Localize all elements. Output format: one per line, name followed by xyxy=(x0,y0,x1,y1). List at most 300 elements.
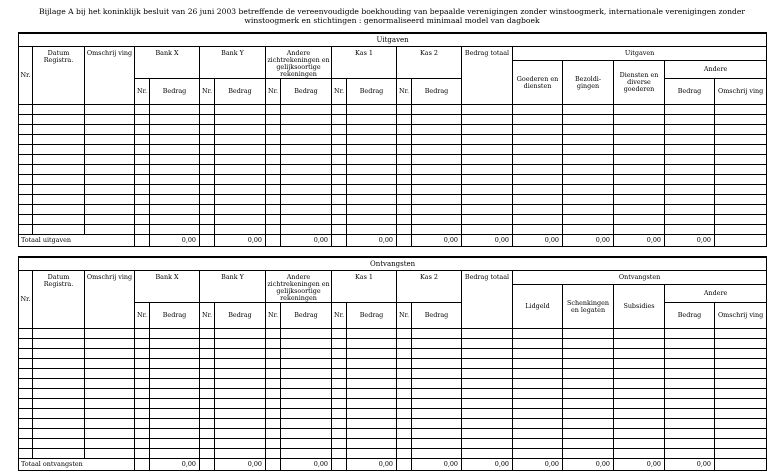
entry-cell xyxy=(665,369,715,379)
entry-row xyxy=(19,175,767,185)
entry-cell xyxy=(266,155,281,165)
kas1-bedrag-header: Bedrag xyxy=(347,303,397,329)
entry-cell xyxy=(215,105,266,115)
entry-cell xyxy=(281,115,332,125)
entry-cell xyxy=(215,175,266,185)
entry-cell xyxy=(412,105,462,115)
entry-cell xyxy=(347,439,397,449)
entry-cell xyxy=(715,379,767,389)
entry-cell xyxy=(200,185,215,195)
entry-row xyxy=(19,399,767,409)
entry-cell xyxy=(665,429,715,439)
entry-cell xyxy=(397,105,412,115)
entry-cell xyxy=(33,165,85,175)
entry-cell xyxy=(513,145,563,155)
entry-cell xyxy=(135,185,150,195)
entry-cell xyxy=(150,215,200,225)
entry-cell xyxy=(665,419,715,429)
entry-cell xyxy=(462,135,513,145)
entry-cell xyxy=(397,439,412,449)
entry-cell xyxy=(85,155,135,165)
entry-cell xyxy=(281,339,332,349)
entry-cell xyxy=(332,215,347,225)
entry-cell xyxy=(215,339,266,349)
entry-cell xyxy=(665,195,715,205)
uitgaven-group-header: Uitgaven xyxy=(513,47,767,61)
entry-cell xyxy=(85,145,135,155)
total-cat3: 0,00 xyxy=(614,459,665,471)
entry-cell xyxy=(665,215,715,225)
andere-rekeningen-bedrag-header: Bedrag xyxy=(281,303,332,329)
entry-cell xyxy=(563,105,614,115)
entry-cell xyxy=(332,105,347,115)
entry-cell xyxy=(412,225,462,235)
entry-cell xyxy=(715,429,767,439)
entry-cell xyxy=(85,135,135,145)
nr-header: Nr. xyxy=(19,271,33,329)
entry-cell xyxy=(281,439,332,449)
entry-cell xyxy=(397,145,412,155)
entry-cell xyxy=(412,165,462,175)
entry-cell xyxy=(397,419,412,429)
entry-cell xyxy=(665,185,715,195)
entry-cell xyxy=(85,419,135,429)
total-andere-rekeningen: 0,00 xyxy=(281,459,332,471)
entry-cell xyxy=(150,135,200,145)
entry-cell xyxy=(215,409,266,419)
entry-cell xyxy=(266,369,281,379)
entry-cell xyxy=(715,329,767,339)
entry-cell xyxy=(19,369,33,379)
entry-cell xyxy=(347,429,397,439)
entry-cell xyxy=(614,115,665,125)
entry-row xyxy=(19,389,767,399)
entry-cell xyxy=(614,105,665,115)
entry-cell xyxy=(135,439,150,449)
entry-cell xyxy=(412,155,462,165)
kas2-bedrag-header: Bedrag xyxy=(412,79,462,105)
entry-cell xyxy=(563,125,614,135)
entry-cell xyxy=(715,449,767,459)
bank-y-bedrag-header: Bedrag xyxy=(215,79,266,105)
entry-cell xyxy=(462,205,513,215)
total-cat1: 0,00 xyxy=(513,459,563,471)
entry-cell xyxy=(412,215,462,225)
entry-cell xyxy=(397,379,412,389)
entry-cell xyxy=(412,175,462,185)
entry-cell xyxy=(462,175,513,185)
total-label: Totaal uitgaven xyxy=(19,235,135,247)
entry-cell xyxy=(332,439,347,449)
entry-cell xyxy=(715,175,767,185)
entry-cell xyxy=(563,215,614,225)
entry-cell xyxy=(215,389,266,399)
total-bedrag-totaal: 0,00 xyxy=(462,459,513,471)
entry-cell xyxy=(397,399,412,409)
entry-cell xyxy=(85,125,135,135)
entry-cell xyxy=(563,155,614,165)
entry-cell xyxy=(462,349,513,359)
entry-cell xyxy=(135,165,150,175)
entry-cell xyxy=(281,175,332,185)
entry-cell xyxy=(19,225,33,235)
entry-cell xyxy=(281,379,332,389)
entry-cell xyxy=(281,449,332,459)
entry-cell xyxy=(215,195,266,205)
entry-cell xyxy=(412,205,462,215)
entry-cell xyxy=(135,419,150,429)
entry-cell xyxy=(85,185,135,195)
entry-cell xyxy=(563,419,614,429)
entry-cell xyxy=(665,125,715,135)
entry-row xyxy=(19,225,767,235)
entry-cell xyxy=(150,359,200,369)
entry-cell xyxy=(347,419,397,429)
entry-cell xyxy=(462,439,513,449)
bedrag-totaal-header: Bedrag totaal xyxy=(462,47,513,105)
entry-cell xyxy=(462,359,513,369)
total-bedrag-totaal: 0,00 xyxy=(462,235,513,247)
entry-cell xyxy=(397,409,412,419)
entry-cell xyxy=(332,155,347,165)
entry-cell xyxy=(347,359,397,369)
entry-cell xyxy=(347,339,397,349)
entry-cell xyxy=(135,195,150,205)
entry-row xyxy=(19,165,767,175)
total-kas1: 0,00 xyxy=(347,235,397,247)
cat3-header: Subsidies xyxy=(614,285,665,329)
entry-cell xyxy=(513,215,563,225)
entry-cell xyxy=(412,339,462,349)
entry-cell xyxy=(33,175,85,185)
entry-cell xyxy=(665,349,715,359)
entry-cell xyxy=(347,409,397,419)
entry-cell xyxy=(563,135,614,145)
entry-row xyxy=(19,105,767,115)
entry-cell xyxy=(412,419,462,429)
entry-cell xyxy=(513,125,563,135)
entry-cell xyxy=(462,225,513,235)
entry-cell xyxy=(462,105,513,115)
total-bank-y: 0,00 xyxy=(215,235,266,247)
entry-row xyxy=(19,379,767,389)
entry-cell xyxy=(397,329,412,339)
bedrag-totaal-header: Bedrag totaal xyxy=(462,271,513,329)
entry-cell xyxy=(150,429,200,439)
entry-cell xyxy=(215,165,266,175)
entry-cell xyxy=(135,449,150,459)
entry-cell xyxy=(614,155,665,165)
entry-cell xyxy=(513,409,563,419)
entry-cell xyxy=(85,339,135,349)
entry-cell xyxy=(347,389,397,399)
entry-cell xyxy=(614,165,665,175)
entry-cell xyxy=(715,399,767,409)
entry-cell xyxy=(19,329,33,339)
entry-cell xyxy=(462,215,513,225)
entry-cell xyxy=(200,439,215,449)
entry-cell xyxy=(397,215,412,225)
entry-cell xyxy=(200,125,215,135)
entry-cell xyxy=(563,165,614,175)
entry-cell xyxy=(19,205,33,215)
entry-cell xyxy=(715,409,767,419)
entry-cell xyxy=(397,205,412,215)
entry-cell xyxy=(332,165,347,175)
entry-cell xyxy=(715,349,767,359)
entry-cell xyxy=(665,399,715,409)
entry-cell xyxy=(215,369,266,379)
entry-cell xyxy=(513,195,563,205)
kas1-nr-header: Nr. xyxy=(332,79,347,105)
entry-cell xyxy=(200,409,215,419)
entry-cell xyxy=(665,359,715,369)
datum-header: Datum Registra. xyxy=(33,47,85,105)
entry-cell xyxy=(332,135,347,145)
entry-row xyxy=(19,429,767,439)
entry-cell xyxy=(397,369,412,379)
entry-cell xyxy=(614,409,665,419)
entry-cell xyxy=(665,339,715,349)
entry-cell xyxy=(347,195,397,205)
entry-cell xyxy=(462,339,513,349)
entry-cell xyxy=(347,449,397,459)
entry-cell xyxy=(665,165,715,175)
entry-cell xyxy=(513,389,563,399)
entry-cell xyxy=(85,329,135,339)
entry-cell xyxy=(266,135,281,145)
entry-cell xyxy=(614,125,665,135)
entry-cell xyxy=(397,339,412,349)
entry-cell xyxy=(281,359,332,369)
kas2-nr-header: Nr. xyxy=(397,303,412,329)
entry-cell xyxy=(85,399,135,409)
entry-cell xyxy=(462,145,513,155)
entry-cell xyxy=(266,329,281,339)
entry-cell xyxy=(347,175,397,185)
entry-cell xyxy=(715,135,767,145)
entry-cell xyxy=(85,359,135,369)
entry-cell xyxy=(33,339,85,349)
entry-cell xyxy=(200,105,215,115)
entry-cell xyxy=(412,185,462,195)
entry-cell xyxy=(397,135,412,145)
total-kas1: 0,00 xyxy=(347,459,397,471)
entry-row xyxy=(19,195,767,205)
entry-cell xyxy=(200,195,215,205)
entry-cell xyxy=(513,379,563,389)
total-andere-bedrag: 0,00 xyxy=(665,235,715,247)
entry-cell xyxy=(19,419,33,429)
entry-cell xyxy=(200,369,215,379)
entry-cell xyxy=(135,389,150,399)
entry-cell xyxy=(462,125,513,135)
entry-cell xyxy=(412,369,462,379)
entry-cell xyxy=(85,409,135,419)
entry-cell xyxy=(513,135,563,145)
entry-cell xyxy=(462,165,513,175)
entry-cell xyxy=(513,399,563,409)
entry-cell xyxy=(462,379,513,389)
entry-cell xyxy=(513,329,563,339)
entry-cell xyxy=(715,155,767,165)
entry-cell xyxy=(665,449,715,459)
entry-cell xyxy=(513,369,563,379)
entry-cell xyxy=(135,135,150,145)
entry-cell xyxy=(33,329,85,339)
entry-cell xyxy=(135,359,150,369)
entry-cell xyxy=(332,225,347,235)
kas1-bedrag-header: Bedrag xyxy=(347,79,397,105)
entry-cell xyxy=(715,145,767,155)
entry-row xyxy=(19,125,767,135)
entry-cell xyxy=(665,205,715,215)
kas1-header: Kas 1 xyxy=(332,271,397,303)
entry-cell xyxy=(563,195,614,205)
entry-cell xyxy=(513,349,563,359)
andere-header: Andere xyxy=(665,285,767,303)
entry-cell xyxy=(33,389,85,399)
entry-cell xyxy=(215,329,266,339)
entry-row xyxy=(19,439,767,449)
entry-cell xyxy=(266,195,281,205)
entry-cell xyxy=(347,155,397,165)
entry-cell xyxy=(332,379,347,389)
entry-cell xyxy=(135,429,150,439)
entry-cell xyxy=(614,369,665,379)
entry-cell xyxy=(332,195,347,205)
entry-cell xyxy=(665,175,715,185)
entry-cell xyxy=(412,329,462,339)
uitgaven-section-title: Uitgaven xyxy=(19,33,767,47)
entry-cell xyxy=(332,145,347,155)
nr-header: Nr. xyxy=(19,47,33,105)
entry-cell xyxy=(33,369,85,379)
entry-cell xyxy=(281,195,332,205)
entry-cell xyxy=(19,439,33,449)
entry-cell xyxy=(397,359,412,369)
entry-cell xyxy=(215,155,266,165)
datum-header: Datum Registra. xyxy=(33,271,85,329)
entry-cell xyxy=(150,165,200,175)
entry-row xyxy=(19,359,767,369)
bank-y-nr-header: Nr. xyxy=(200,79,215,105)
entry-cell xyxy=(347,205,397,215)
entry-cell xyxy=(332,419,347,429)
entry-cell xyxy=(200,155,215,165)
entry-row xyxy=(19,409,767,419)
entry-cell xyxy=(266,399,281,409)
entry-cell xyxy=(150,185,200,195)
entry-cell xyxy=(462,185,513,195)
entry-cell xyxy=(563,389,614,399)
entry-cell xyxy=(563,399,614,409)
entry-cell xyxy=(135,225,150,235)
entry-cell xyxy=(715,439,767,449)
andere-header: Andere xyxy=(665,61,767,79)
entry-cell xyxy=(397,389,412,399)
entry-cell xyxy=(33,115,85,125)
entry-cell xyxy=(412,399,462,409)
entry-cell xyxy=(614,145,665,155)
entry-cell xyxy=(85,165,135,175)
entry-cell xyxy=(614,195,665,205)
entry-cell xyxy=(33,205,85,215)
entry-cell xyxy=(150,369,200,379)
entry-cell xyxy=(412,389,462,399)
entry-cell xyxy=(150,175,200,185)
entry-cell xyxy=(215,379,266,389)
entry-cell xyxy=(135,105,150,115)
kas2-header: Kas 2 xyxy=(397,47,462,79)
entry-cell xyxy=(563,115,614,125)
entry-cell xyxy=(412,135,462,145)
entry-cell xyxy=(200,205,215,215)
entry-cell xyxy=(33,195,85,205)
entry-cell xyxy=(200,225,215,235)
entry-cell xyxy=(715,205,767,215)
entry-cell xyxy=(397,185,412,195)
entry-cell xyxy=(215,349,266,359)
entry-cell xyxy=(715,215,767,225)
entry-cell xyxy=(19,125,33,135)
entry-cell xyxy=(665,225,715,235)
entry-cell xyxy=(563,439,614,449)
entry-cell xyxy=(135,399,150,409)
entry-cell xyxy=(215,359,266,369)
entry-cell xyxy=(19,409,33,419)
entry-cell xyxy=(266,439,281,449)
entry-cell xyxy=(85,225,135,235)
entry-cell xyxy=(266,165,281,175)
entry-cell xyxy=(412,439,462,449)
entry-cell xyxy=(715,105,767,115)
entry-cell xyxy=(135,175,150,185)
entry-cell xyxy=(19,389,33,399)
entry-cell xyxy=(33,105,85,115)
entry-cell xyxy=(412,449,462,459)
entry-cell xyxy=(332,349,347,359)
entry-cell xyxy=(412,379,462,389)
entry-cell xyxy=(85,115,135,125)
entry-cell xyxy=(715,165,767,175)
entry-cell xyxy=(412,195,462,205)
entry-cell xyxy=(150,399,200,409)
entry-cell xyxy=(33,409,85,419)
entry-cell xyxy=(266,449,281,459)
entry-cell xyxy=(347,329,397,339)
entry-cell xyxy=(614,215,665,225)
entry-row xyxy=(19,135,767,145)
andere-rekeningen-header: Andere zichtrekeningen en gelijksoortige rekeningen xyxy=(266,47,332,79)
entry-cell xyxy=(347,369,397,379)
entry-cell xyxy=(266,419,281,429)
entry-cell xyxy=(85,389,135,399)
entry-cell xyxy=(563,349,614,359)
entry-cell xyxy=(347,145,397,155)
entry-cell xyxy=(513,419,563,429)
entry-cell xyxy=(665,409,715,419)
entry-cell xyxy=(281,399,332,409)
entry-cell xyxy=(332,339,347,349)
bank-x-bedrag-header: Bedrag xyxy=(150,79,200,105)
entry-cell xyxy=(135,215,150,225)
entry-cell xyxy=(281,429,332,439)
entry-cell xyxy=(462,419,513,429)
entry-cell xyxy=(281,369,332,379)
entry-cell xyxy=(281,389,332,399)
entry-cell xyxy=(715,359,767,369)
